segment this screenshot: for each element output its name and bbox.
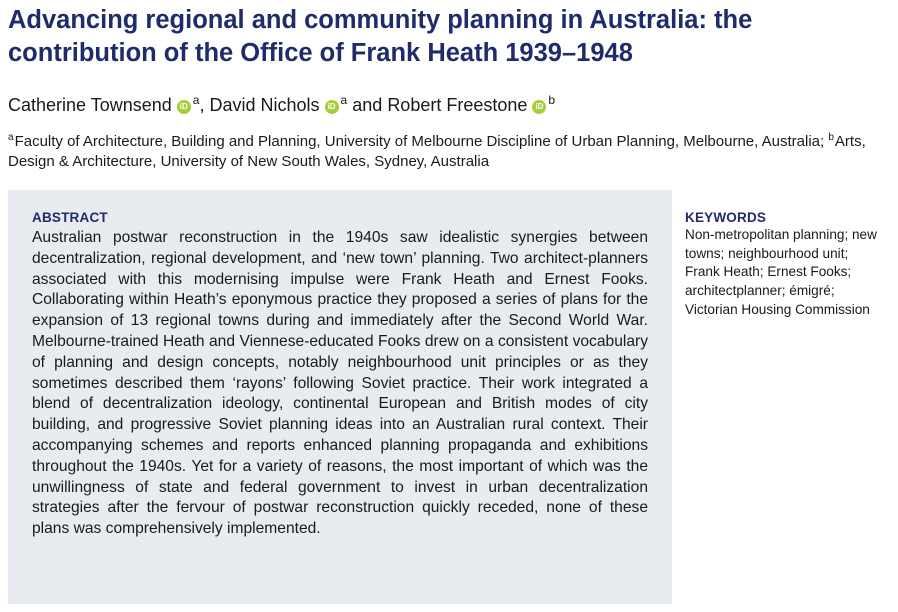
keywords-section: [685, 210, 885, 320]
author-name[interactable]: Robert Freestone: [387, 95, 528, 115]
author-separator: ,: [199, 95, 205, 115]
article-title: Advancing regional and community planning in Australia: the contribution of the Office of Frank Heath 1939–1948: [8, 6, 753, 67]
author-list: [8, 88, 888, 117]
abstract-heading: ABSTRACT: [32, 210, 108, 225]
affiliation-mark: a: [8, 132, 14, 143]
author-affiliation-mark: a: [192, 93, 200, 107]
keywords-heading: KEYWORDS: [685, 210, 767, 225]
abstract-box: [8, 190, 672, 604]
affiliations: [8, 128, 888, 172]
author-separator: and: [352, 95, 383, 115]
affiliation-text: Arts, Design & Architecture, University of New South Wales, Sydney, Australia: [8, 133, 866, 170]
affiliation-mark: b: [828, 132, 834, 143]
abstract-text: Australian postwar reconstruction in the 1940s saw idealistic synergies between decentralization, regional development, and ‘new town’ planning. Two architect-planners associated with this modernising impulse were Frank Heath and Ernest Fooks. Collaborating within Heath’s eponymous practice they proposed a series of plans for the expansion of 13 regional towns during and immediately after the Second World War. Melbourne-trained Heath and Viennese-educated Fooks drew on a consistent vocabulary of planning and design concepts, notably neighbourhood unit principles or as they sometimes described them ‘rayons’ following Soviet practice. Their work integrated a blend of decentralization ideology, continental European and British modes of city building, and progressive Soviet planning ideas into an Australian rural context. Their accompanying schemes and reports enhanced planning propaganda and exhibitions throughout the 1940s. Yet for a variety of reasons, the most important of which was the unwillingness of state and federal government to invest in urban decentralization strategies after the fervour of postwar reconstruction quickly receded, none of these plans was comprehensively implemented.: [32, 229, 648, 538]
orcid-icon[interactable]: iD: [177, 100, 191, 114]
affiliation-text: Faculty of Architecture, Building and Planning, University of Melbourne Discipline of Urban Planning, Melbourne, Australia;: [14, 133, 825, 150]
author-name[interactable]: Catherine Townsend: [8, 95, 172, 115]
keywords-text: Non-metropolitan planning; new towns; neighbourhood unit; Frank Heath; Ernest Fooks; architectplanner; émigré; Victorian Housing Commission: [685, 227, 877, 317]
orcid-icon[interactable]: iD: [325, 100, 339, 114]
author-name[interactable]: David Nichols: [209, 95, 320, 115]
author-affiliation-mark: b: [548, 93, 556, 107]
orcid-icon[interactable]: iD: [532, 100, 546, 114]
author-affiliation-mark: a: [340, 93, 348, 107]
